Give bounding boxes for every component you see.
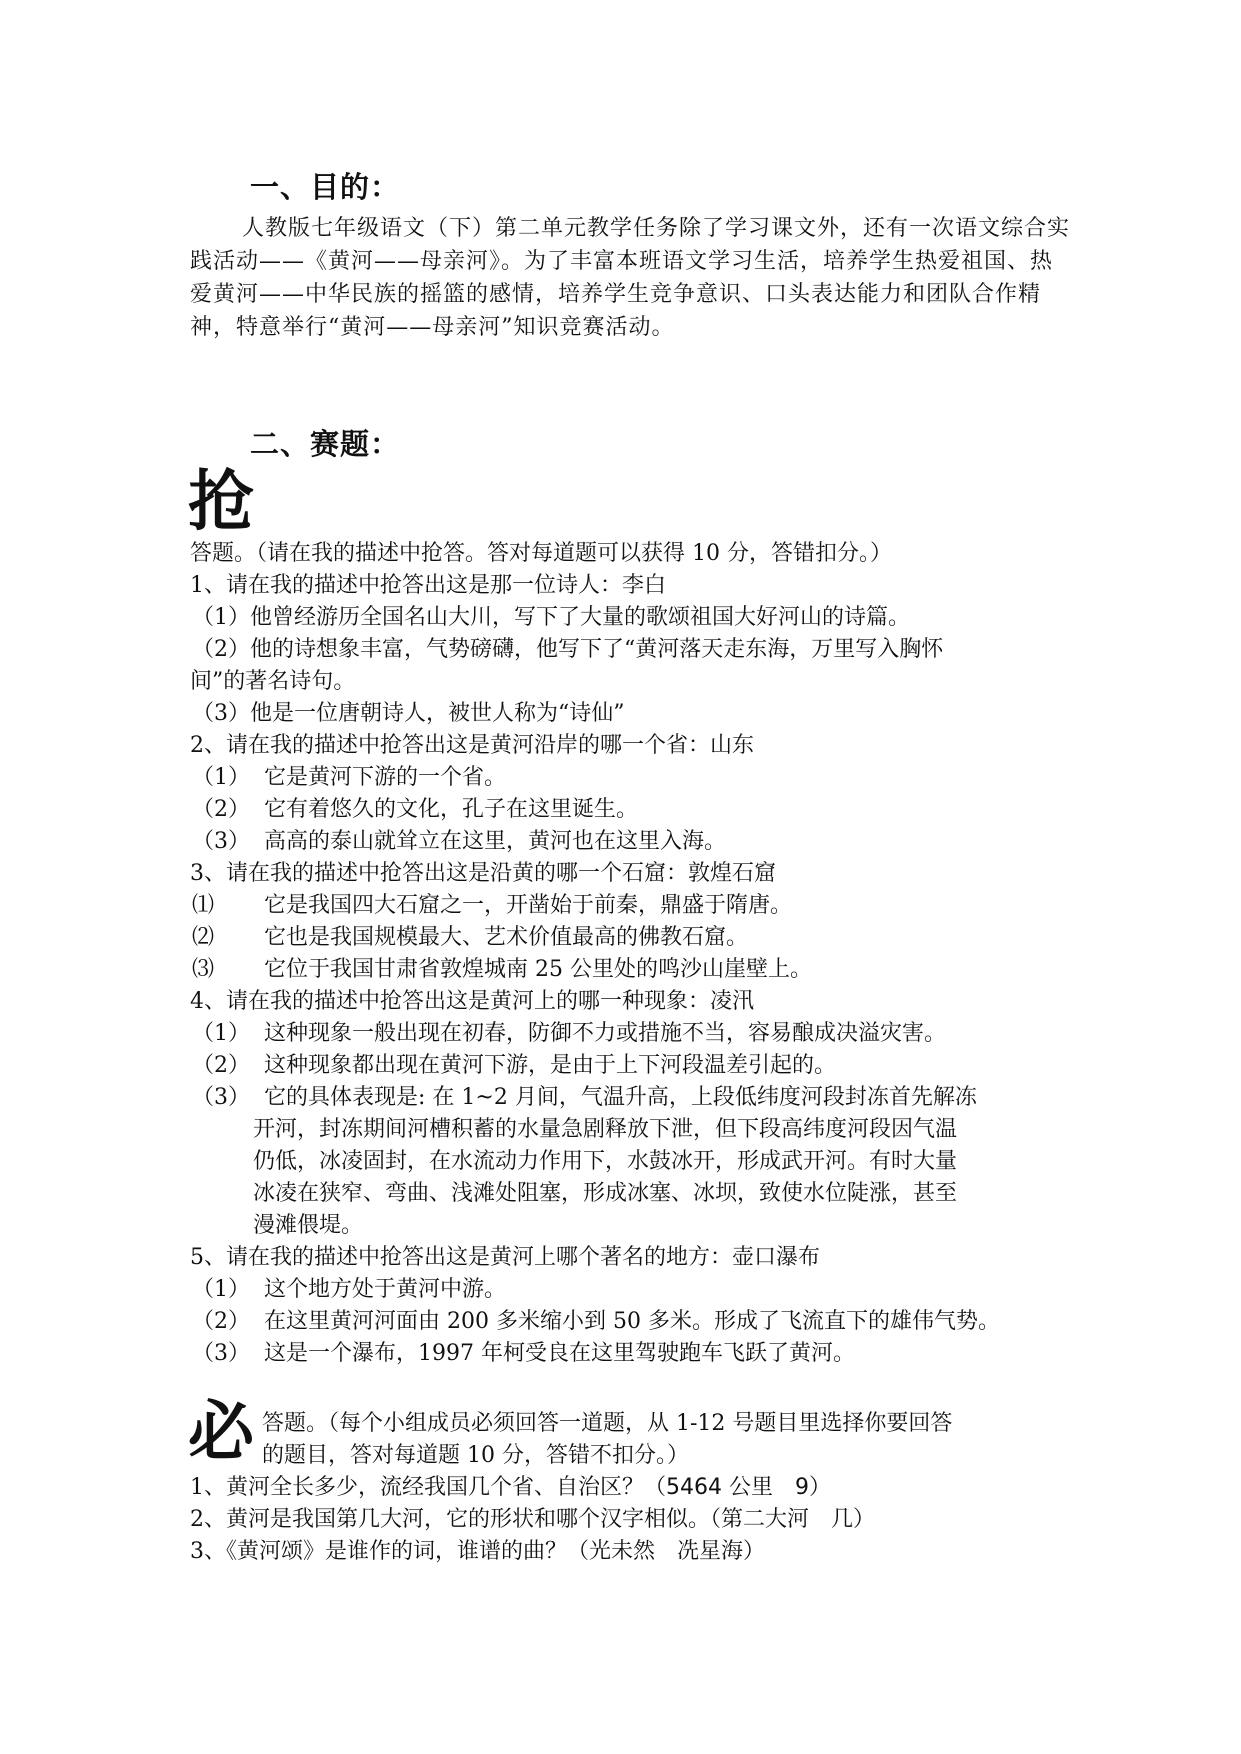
clue-text: 它的具体表现是: 在 1~2 月间，气温升高，上段低纬度河段封冻首先解冻 bbox=[264, 1085, 977, 1110]
question-answer: （光未然 冼星海） bbox=[567, 1539, 766, 1564]
section-heading-questions: 二、赛题： bbox=[250, 427, 401, 461]
clue-text: 他的诗想象丰富，气势磅礴，他写下了“黄河落天走东海，万里写入胸怀 bbox=[250, 637, 944, 662]
clue-number: （2） bbox=[192, 1053, 250, 1078]
qiang-q1-clue-2-continued: 间”的著名诗句。 bbox=[190, 669, 356, 694]
qiang-q5-clue-1 bbox=[192, 1273, 506, 1306]
clue-number: （2） bbox=[192, 797, 250, 822]
clue-number: （3） bbox=[192, 1085, 250, 1110]
clue-number: （2） bbox=[192, 637, 250, 662]
question-prompt: 4、请在我的描述中抢答出这是黄河上的哪一种现象： bbox=[190, 989, 710, 1014]
qiang-big-character: 抢 bbox=[188, 462, 254, 540]
qiang-q2-clue-3 bbox=[192, 825, 726, 858]
clue-number: （1） bbox=[192, 605, 250, 630]
clue-text: 这个地方处于黄河中游。 bbox=[264, 1277, 507, 1302]
clue-text: 这种现象都出现在黄河下游，是由于上下河段温差引起的。 bbox=[264, 1053, 837, 1078]
qiang-q4-clue-3-continued-2: 仍低，冰凌固封，在水流动力作用下，水鼓冰开，形成武开河。有时大量 bbox=[253, 1149, 958, 1174]
qiang-q2-clue-2 bbox=[192, 793, 638, 826]
qiang-question-3 bbox=[190, 857, 776, 890]
question-prompt: 5、请在我的描述中抢答出这是黄河上哪个著名的地方： bbox=[190, 1245, 732, 1270]
qiang-question-1 bbox=[190, 569, 666, 602]
clue-text: 这种现象一般出现在初春，防御不力或措施不当，容易酿成决溢灾害。 bbox=[264, 1021, 947, 1046]
qiang-question-5 bbox=[190, 1241, 820, 1274]
qiang-q3-clue-3 bbox=[192, 953, 812, 986]
qiang-q4-clue-3-continued-4: 漫滩偎堤。 bbox=[253, 1213, 364, 1238]
bi-question-3 bbox=[190, 1535, 765, 1568]
qiang-q5-clue-3 bbox=[192, 1337, 855, 1370]
qiang-question-2 bbox=[190, 729, 754, 762]
clue-text: 在这里黄河河面由 200 多米缩小到 50 多米。形成了飞流直下的雄伟气势。 bbox=[264, 1309, 1000, 1334]
clue-text: 它位于我国甘肃省敦煌城南 25 公里处的鸣沙山崖壁上。 bbox=[264, 957, 812, 982]
question-answer: 敦煌石窟 bbox=[688, 861, 777, 886]
qiang-q4-clue-2 bbox=[192, 1049, 836, 1082]
qiang-intro: 答题。（请在我的描述中抢答。答对每道题可以获得 10 分，答错扣分。） bbox=[190, 541, 892, 566]
qiang-q3-clue-2 bbox=[192, 921, 748, 954]
qiang-q3-clue-1 bbox=[192, 889, 792, 922]
clue-number: （3） bbox=[192, 829, 250, 854]
bi-question-2 bbox=[190, 1503, 875, 1536]
question-answer: （5464 公里 9） bbox=[644, 1475, 831, 1500]
bi-intro-line-2: 的题目，答对每道题 10 分，答错不扣分。） bbox=[262, 1443, 689, 1468]
qiang-question-4 bbox=[190, 985, 754, 1018]
clue-text: 这是一个瀑布，1997 年柯受良在这里驾驶跑车飞跃了黄河。 bbox=[264, 1341, 855, 1366]
question-answer: 山东 bbox=[710, 733, 755, 758]
question-text: 1、黄河全长多少，流经我国几个省、自治区？ bbox=[190, 1475, 644, 1500]
clue-number: （3） bbox=[192, 701, 250, 726]
question-prompt: 1、请在我的描述中抢答出这是那一位诗人： bbox=[190, 573, 622, 598]
qiang-q2-clue-1 bbox=[192, 761, 506, 794]
qiang-q4-clue-3-continued-1: 开河，封冻期间河槽积蓄的水量急剧释放下泄，但下段高纬度河段因气温 bbox=[253, 1117, 958, 1142]
clue-text: 它也是我国规模最大、艺术价值最高的佛教石窟。 bbox=[264, 925, 749, 950]
question-text: 3、《黄河颂》是谁作的词，谁谱的曲？ bbox=[190, 1539, 567, 1564]
clue-text: 高高的泰山就耸立在这里，黄河也在这里入海。 bbox=[264, 829, 727, 854]
clue-number: （1） bbox=[192, 765, 250, 790]
clue-number: ⑵ bbox=[192, 925, 215, 950]
clue-number: ⑶ bbox=[192, 957, 215, 982]
clue-text: 他曾经游历全国名山大川，写下了大量的歌颂祖国大好河山的诗篇。 bbox=[250, 605, 911, 630]
clue-text: 它有着悠久的文化，孔子在这里诞生。 bbox=[264, 797, 639, 822]
question-answer: 壶口瀑布 bbox=[732, 1245, 821, 1270]
qiang-q5-clue-2 bbox=[192, 1305, 1000, 1338]
clue-text: 他是一位唐朝诗人，被世人称为“诗仙” bbox=[250, 701, 625, 726]
bi-intro-line-1: 答题。（每个小组成员必须回答一道题，从 1-12 号题目里选择你要回答 bbox=[262, 1411, 953, 1436]
question-answer: （第二大河 几） bbox=[710, 1507, 876, 1532]
question-answer: 凌汛 bbox=[710, 989, 755, 1014]
question-text: 2、黄河是我国第几大河，它的形状和哪个汉字相似。 bbox=[190, 1507, 710, 1532]
qiang-q4-clue-3 bbox=[192, 1081, 977, 1114]
bi-big-character: 必 bbox=[188, 1392, 254, 1470]
clue-number: （3） bbox=[192, 1341, 250, 1366]
qiang-q1-clue-1 bbox=[192, 601, 910, 634]
clue-text: 它是我国四大石窟之一，开凿始于前秦，鼎盛于隋唐。 bbox=[264, 893, 793, 918]
clue-text: 它是黄河下游的一个省。 bbox=[264, 765, 507, 790]
purpose-paragraph bbox=[190, 212, 1070, 344]
bi-question-1 bbox=[190, 1471, 831, 1504]
qiang-q1-clue-2 bbox=[192, 633, 943, 666]
clue-number: ⑴ bbox=[192, 893, 215, 918]
clue-number: （2） bbox=[192, 1309, 250, 1334]
question-answer: 李白 bbox=[622, 573, 667, 598]
clue-number: （1） bbox=[192, 1021, 250, 1046]
question-prompt: 3、请在我的描述中抢答出这是沿黄的哪一个石窟： bbox=[190, 861, 688, 886]
clue-number: （1） bbox=[192, 1277, 250, 1302]
question-prompt: 2、请在我的描述中抢答出这是黄河沿岸的哪一个省： bbox=[190, 733, 710, 758]
qiang-q4-clue-1 bbox=[192, 1017, 946, 1050]
section-heading-purpose: 一、目的： bbox=[250, 170, 401, 204]
purpose-text: 人教版七年级语文（下）第二单元教学任务除了学习课文外，还有一次语文综合实践活动——《黄河——母亲河》。为了丰富本班语文学习生活，培养学生热爱祖国、热爱黄河——中华民族的摇篮的感情，培养学生竞争意识、口头表达能力和团队合作精神，特意举行“黄河——母亲河”知识竞赛活动。 bbox=[190, 216, 1071, 340]
qiang-q4-clue-3-continued-3: 冰凌在狭窄、弯曲、浅滩处阻塞，形成冰塞、冰坝，致使水位陡涨，甚至 bbox=[253, 1181, 958, 1206]
qiang-q1-clue-3 bbox=[192, 697, 625, 730]
